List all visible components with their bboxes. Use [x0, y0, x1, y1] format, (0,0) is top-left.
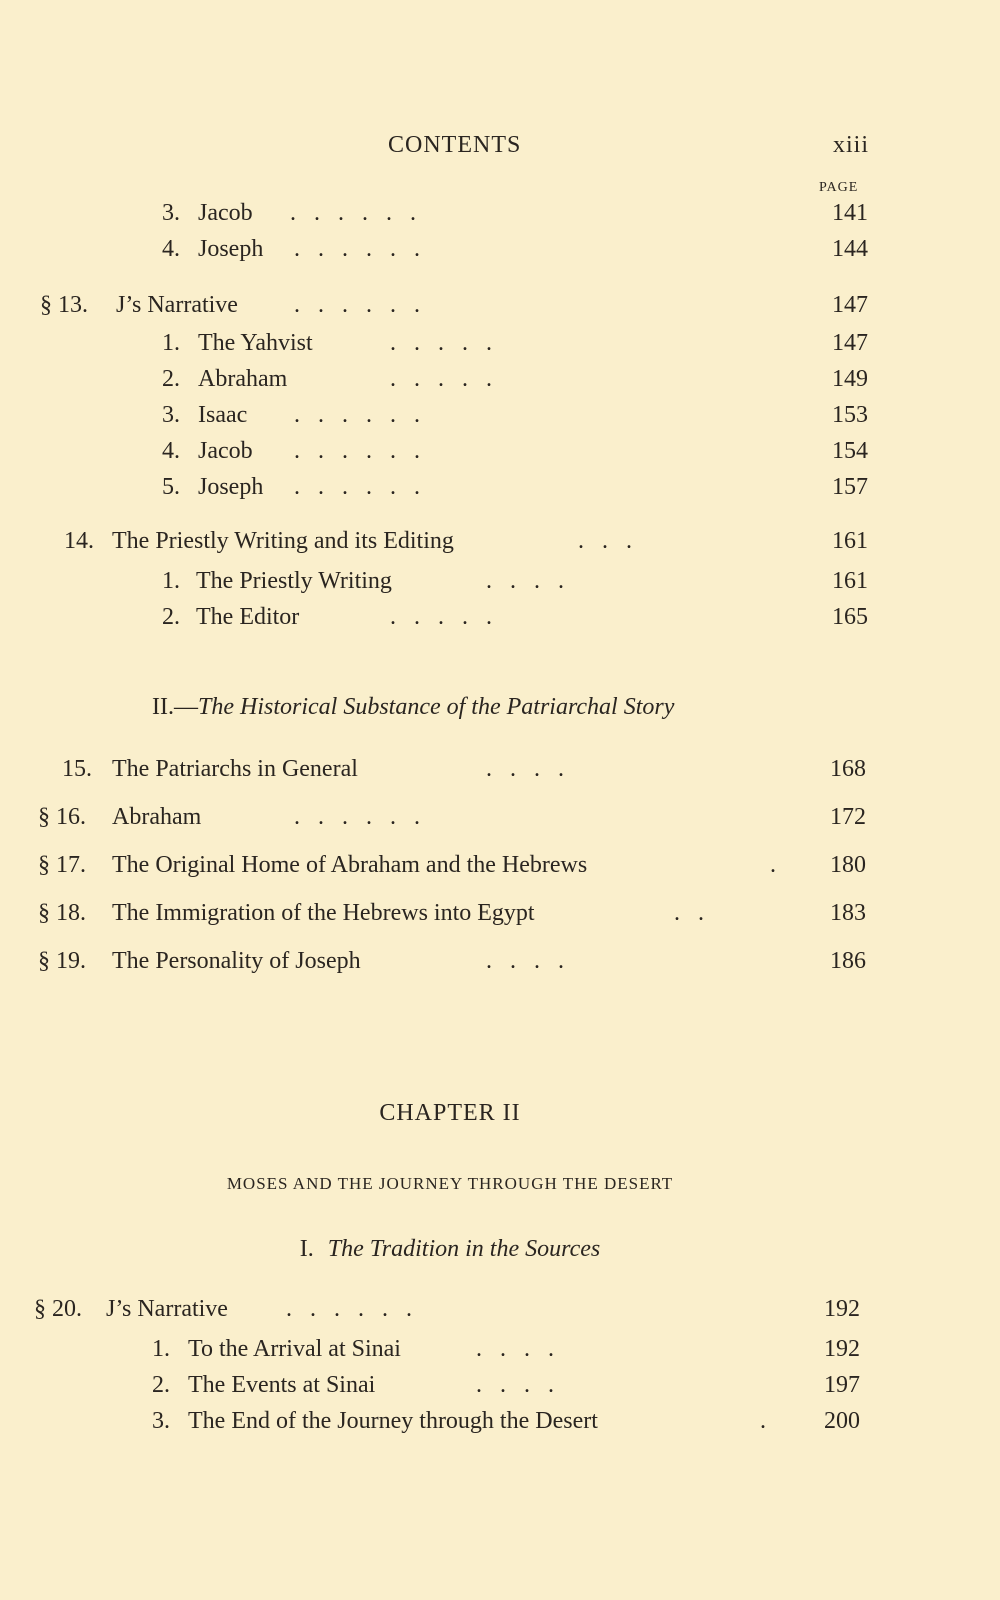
leader-dots: . . . .	[476, 1372, 554, 1398]
running-title: CONTENTS	[388, 132, 522, 158]
entry-title: Isaac	[198, 402, 248, 428]
toc-section	[0, 948, 1000, 980]
toc-entry	[0, 1372, 1000, 1404]
leader-dots: .	[770, 852, 776, 878]
leader-dots: . . . . . .	[290, 200, 416, 226]
section-number: § 18.	[38, 900, 86, 926]
section-page: 172	[830, 804, 866, 830]
leader-dots: . . . . . .	[294, 474, 420, 500]
toc-section	[0, 852, 1000, 884]
section-number: 14.	[64, 528, 94, 554]
entry-page: 197	[824, 1372, 860, 1398]
section-page: 180	[830, 852, 866, 878]
leader-dots: . .	[674, 900, 704, 926]
entry-page: 149	[832, 366, 868, 392]
toc-entry	[0, 236, 1000, 268]
leader-dots: . . . .	[476, 1336, 554, 1362]
entry-number: 4.	[162, 438, 180, 464]
entry-page: 144	[832, 236, 868, 262]
entry-page: 147	[832, 330, 868, 356]
section-title: J’s Narrative	[116, 292, 238, 318]
entry-number: 2.	[152, 1372, 170, 1398]
leader-dots: . . . .	[486, 568, 564, 594]
entry-page: 161	[832, 568, 868, 594]
leader-dots: . . . .	[486, 756, 564, 782]
section-page: 186	[830, 948, 866, 974]
toc-section	[0, 1296, 1000, 1328]
section-title: The Original Home of Abraham and the Hebrews	[112, 852, 588, 878]
section-number: § 17.	[38, 852, 86, 878]
toc-entry	[0, 474, 1000, 506]
chapter-part-prefix: I.	[299, 1236, 314, 1262]
toc-section	[0, 900, 1000, 932]
toc-entry	[0, 604, 1000, 636]
entry-number: 3.	[162, 200, 180, 226]
toc-section	[0, 756, 1000, 788]
entry-title: The Editor	[196, 604, 300, 630]
section-number: § 13.	[40, 292, 88, 318]
page-column-label: PAGE	[819, 180, 859, 195]
chapter-part-heading	[0, 1236, 950, 1263]
page-number: xiii	[833, 132, 870, 158]
toc-entry	[0, 402, 1000, 434]
toc-entry	[0, 568, 1000, 600]
entry-title: To the Arrival at Sinai	[188, 1336, 401, 1362]
section-title: The Patriarchs in General	[112, 756, 358, 782]
entry-title: The End of the Journey through the Desert	[188, 1408, 598, 1434]
leader-dots: . . . . .	[390, 366, 492, 392]
section-number: § 19.	[38, 948, 86, 974]
leader-dots: . . .	[578, 528, 632, 554]
entry-number: 4.	[162, 236, 180, 262]
entry-number: 1.	[162, 330, 180, 356]
entry-title: The Yahvist	[198, 330, 313, 356]
part-heading-title: The Historical Substance of the Patriarchal Story	[197, 694, 675, 720]
toc-entry	[0, 200, 1000, 232]
section-page: 147	[832, 292, 868, 318]
section-page: 183	[830, 900, 866, 926]
chapter-heading: CHAPTER II	[379, 1100, 521, 1126]
toc-entry	[0, 438, 1000, 470]
section-number: 15.	[62, 756, 92, 782]
part-heading-prefix: II.—	[152, 694, 198, 720]
toc-entry	[0, 366, 1000, 398]
entry-page: 141	[832, 200, 868, 226]
section-title: Abraham	[112, 804, 202, 830]
toc-section	[0, 804, 1000, 836]
entry-number: 1.	[162, 568, 180, 594]
leader-dots: . . . . . .	[294, 292, 420, 318]
section-title: The Priestly Writing and its Editing	[112, 528, 454, 554]
leader-dots: . . . . . .	[286, 1296, 412, 1322]
leader-dots: . . . . .	[390, 604, 492, 630]
toc-entry	[0, 330, 1000, 362]
leader-dots: . . . . . .	[294, 804, 420, 830]
entry-page: 154	[832, 438, 868, 464]
entry-title: The Events at Sinai	[188, 1372, 376, 1398]
entry-number: 3.	[152, 1408, 170, 1434]
entry-number: 2.	[162, 604, 180, 630]
entry-number: 2.	[162, 366, 180, 392]
entry-title: The Priestly Writing	[196, 568, 392, 594]
leader-dots: . . . . . .	[294, 236, 420, 262]
toc-entry	[0, 1336, 1000, 1368]
section-page: 168	[830, 756, 866, 782]
entry-page: 200	[824, 1408, 860, 1434]
entry-page: 165	[832, 604, 868, 630]
entry-page: 157	[832, 474, 868, 500]
entry-title: Joseph	[198, 474, 264, 500]
entry-number: 5.	[162, 474, 180, 500]
section-number: § 16.	[38, 804, 86, 830]
entry-title: Jacob	[198, 438, 253, 464]
chapter-subtitle: MOSES AND THE JOURNEY THROUGH THE DESERT	[226, 1174, 674, 1193]
section-title: J’s Narrative	[106, 1296, 228, 1322]
section-page: 192	[824, 1296, 860, 1322]
leader-dots: .	[760, 1408, 766, 1434]
leader-dots: . . . . .	[390, 330, 492, 356]
toc-section	[0, 292, 1000, 324]
leader-dots: . . . . . .	[294, 402, 420, 428]
entry-number: 1.	[152, 1336, 170, 1362]
section-number: § 20.	[34, 1296, 82, 1322]
leader-dots: . . . . . .	[294, 438, 420, 464]
section-title: The Personality of Joseph	[112, 948, 361, 974]
part-heading	[152, 694, 674, 721]
chapter-part-title: The Tradition in the Sources	[327, 1236, 601, 1262]
entry-page: 192	[824, 1336, 860, 1362]
leader-dots: . . . .	[486, 948, 564, 974]
toc-entry	[0, 1408, 1000, 1440]
entry-number: 3.	[162, 402, 180, 428]
entry-title: Jacob	[198, 200, 253, 226]
section-page: 161	[832, 528, 868, 554]
section-title: The Immigration of the Hebrews into Egypt	[112, 900, 535, 926]
entry-title: Joseph	[198, 236, 264, 262]
entry-title: Abraham	[198, 366, 288, 392]
toc-section	[0, 528, 1000, 560]
entry-page: 153	[832, 402, 868, 428]
